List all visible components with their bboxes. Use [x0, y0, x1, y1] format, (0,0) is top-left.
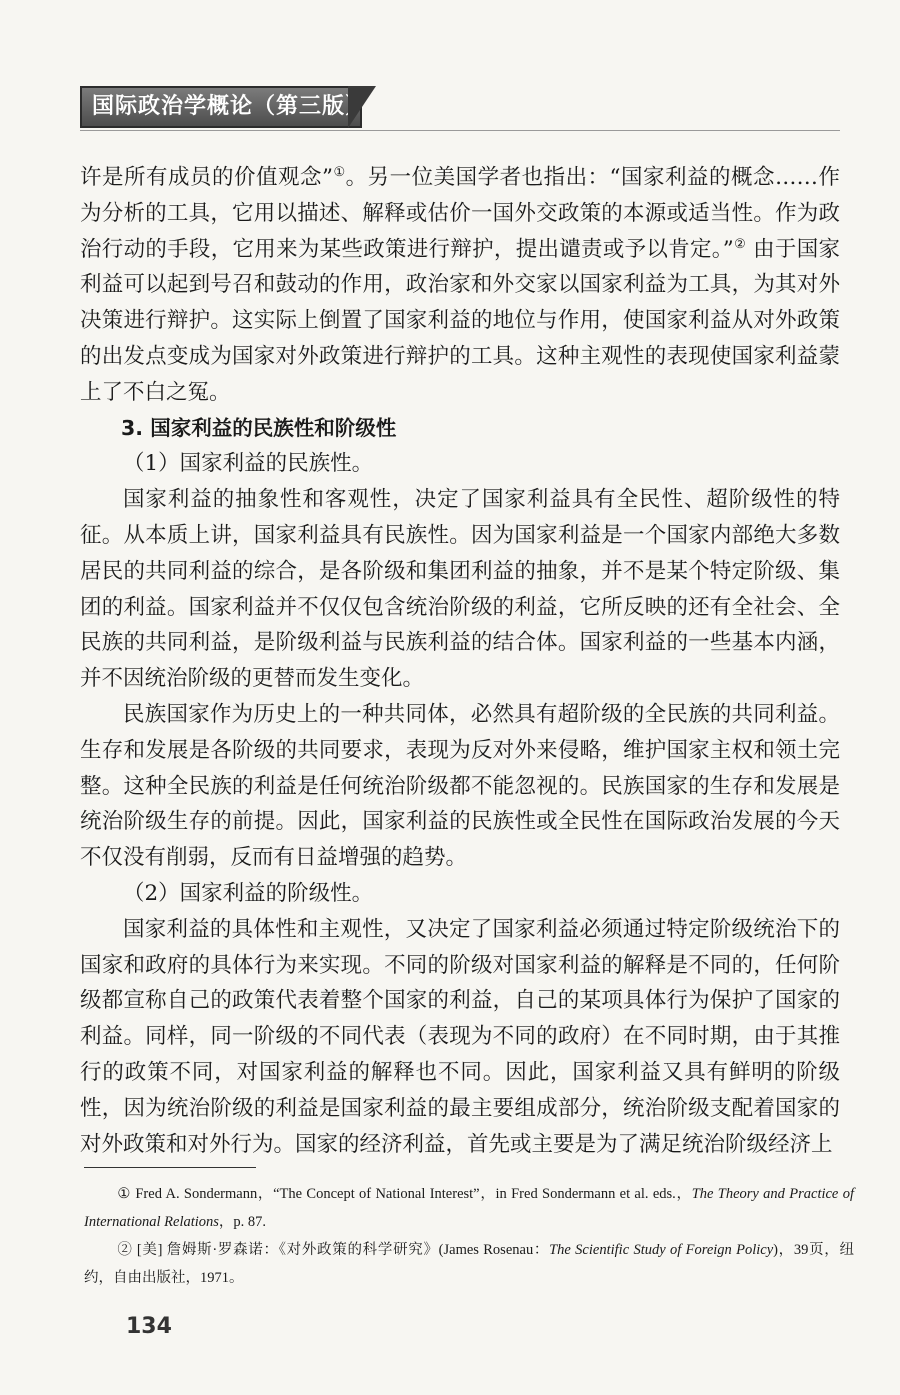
subsection-heading-1: （1）国家利益的民族性。: [123, 451, 374, 477]
section-heading: 3. 国家利益的民族性和阶级性: [121, 415, 397, 440]
paragraph: 国家利益的具体性和主观性，又决定了国家利益必须通过特定阶级统治下的国家和政府的具体行为来实现。不同的阶级对国家利益的解释是不同的，任何阶级都宣称自己的政策代表着整个国家的利益，自己的某项具体行为保护了国家的利益。同样，同一阶级的不同代表（表现为不同的政府）在不同时期，由于其推行的政策不同，对国家利益的解释也不同。因此，国家利益又具有鲜明的阶级性，因为统治阶级的利益是国家利益的最主要组成部分，统治阶级支配着国家的对外政策和对外行为。国家的经济利益，首先或主要是为了满足统治阶级经济上: [80, 916, 840, 1157]
header-decoration: [348, 86, 376, 128]
running-header: [80, 86, 840, 126]
footnotes: [84, 1180, 854, 1292]
page-body: [80, 160, 840, 1162]
paragraph-continued: 许是所有成员的价值观念”①。另一位美国学者也指出：“国家利益的概念……作为分析的工具，它用以描述、解释或估价一国外交政策的本源或适当性。作为政治行动的手段，它用来为某些政策进行辩护，提出谴责或予以肯定。”② 由于国家利益可以起到号召和鼓动的作用，政治家和外交家以国家利益为工具，为其对外决策进行辩护。这实际上倒置了国家利益的地位与作用，使国家利益从对外政策的出发点变成为国家对外政策进行辩护的工具。这种主观性的表现使国家利益蒙上了不白之冤。: [80, 164, 841, 405]
page-number: 134: [126, 1314, 172, 1339]
footnote-ref-1: ①: [332, 164, 346, 180]
paragraph: 民族国家作为历史上的一种共同体，必然具有超阶级的全民族的共同利益。生存和发展是各阶级的共同要求，表现为反对外来侵略，维护国家主权和领土完整。这种全民族的利益是任何统治阶级都不能忽视的。民族国家的生存和发展是统治阶级生存的前提。因此，国家利益的民族性或全民性在国际政治发展的今天不仅没有削弱，反而有日益增强的趋势。: [80, 701, 840, 871]
book-title: 国际政治学概论（第三版）: [80, 86, 362, 128]
footnote-1: ① Fred A. Sondermann，“The Concept of National Interest”，in Fred Sondermann et al. eds.，The Theory and Practice of International Relations，p. 87.: [84, 1186, 854, 1230]
footnote-ref-2: ②: [733, 236, 747, 252]
footnote-rule: [84, 1167, 256, 1168]
footnote-2: ② [美] 詹姆斯·罗森诺：《对外政策的科学研究》(James Rosenau：The Scientific Study of Foreign Policy)，39页，纽约，自由出版社，1971。: [84, 1242, 854, 1286]
subsection-heading-2: （2）国家利益的阶级性。: [123, 880, 374, 906]
header-rule: [80, 130, 840, 131]
paragraph: 国家利益的抽象性和客观性，决定了国家利益具有全民性、超阶级性的特征。从本质上讲，国家利益具有民族性。因为国家利益是一个国家内部绝大多数居民的共同利益的综合，是各阶级和集团利益的抽象，并不是某个特定阶级、集团的利益。国家利益并不仅仅包含统治阶级的利益，它所反映的还有全社会、全民族的共同利益，是阶级利益与民族利益的结合体。国家利益的一些基本内涵，并不因统治阶级的更替而发生变化。: [80, 487, 840, 692]
